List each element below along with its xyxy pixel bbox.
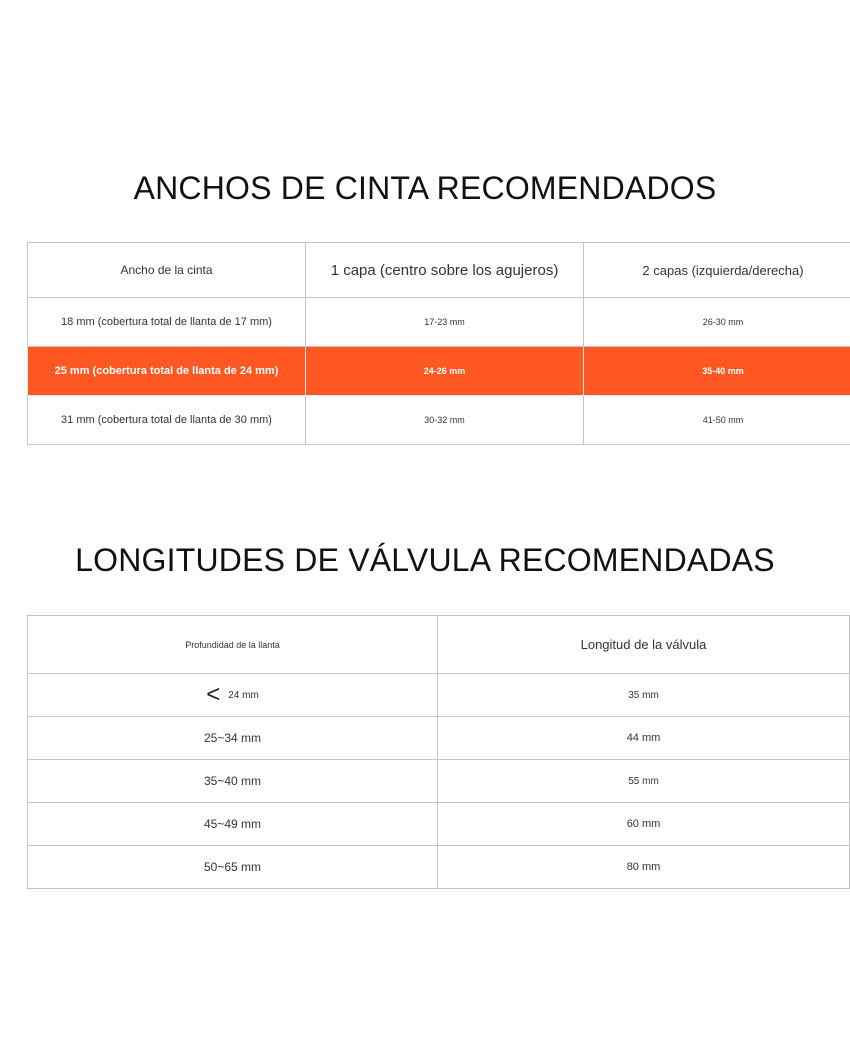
table-header-row [28, 243, 850, 298]
header-rim-depth: Profundidad de la llanta [28, 616, 438, 674]
header-valve-length: Longitud de la válvula [438, 616, 850, 674]
header-two-layers: 2 capas (izquierda/derecha) [584, 243, 850, 298]
valve-length-cell: 44 mm [438, 717, 850, 760]
two-layers-cell: 26-30 mm [584, 298, 850, 347]
table-row [28, 846, 850, 889]
table-row [28, 717, 850, 760]
less-than-icon: < [206, 681, 221, 708]
valve-length-cell: 35 mm [438, 674, 850, 717]
tape-widths-title: ANCHOS DE CINTA RECOMENDADOS [133, 170, 717, 206]
table-header-row [28, 616, 850, 674]
valve-lengths-table [27, 615, 850, 889]
one-layer-cell: 17-23 mm [306, 298, 584, 347]
table-row [28, 396, 850, 445]
header-tape-width: Ancho de la cinta [28, 243, 306, 298]
tape-widths-table [27, 242, 850, 445]
tape-width-cell: 18 mm (cobertura total de llanta de 17 mm) [28, 298, 306, 347]
rim-depth-value: 24 mm [228, 690, 259, 701]
tape-width-cell: 25 mm (cobertura total de llanta de 24 mm) [28, 347, 306, 396]
header-one-layer: 1 capa (centro sobre los agujeros) [306, 243, 584, 298]
table-row [28, 760, 850, 803]
tape-width-cell: 31 mm (cobertura total de llanta de 30 mm) [28, 396, 306, 445]
table-row [28, 803, 850, 846]
valve-length-cell: 55 mm [438, 760, 850, 803]
rim-depth-cell: 25~34 mm [28, 717, 438, 760]
one-layer-cell: 24-26 mm [306, 347, 584, 396]
two-layers-cell: 41-50 mm [584, 396, 850, 445]
valve-lengths-title: LONGITUDES DE VÁLVULA RECOMENDADAS [75, 542, 775, 578]
valve-length-cell: 80 mm [438, 846, 850, 889]
one-layer-cell: 30-32 mm [306, 396, 584, 445]
rim-depth-cell [28, 674, 438, 717]
valve-length-cell: 60 mm [438, 803, 850, 846]
rim-depth-cell: 45~49 mm [28, 803, 438, 846]
rim-depth-cell: 50~65 mm [28, 846, 438, 889]
table-row [28, 298, 850, 347]
two-layers-cell: 35-40 mm [584, 347, 850, 396]
rim-depth-cell: 35~40 mm [28, 760, 438, 803]
table-row [28, 674, 850, 717]
table-row-highlighted [28, 347, 850, 396]
